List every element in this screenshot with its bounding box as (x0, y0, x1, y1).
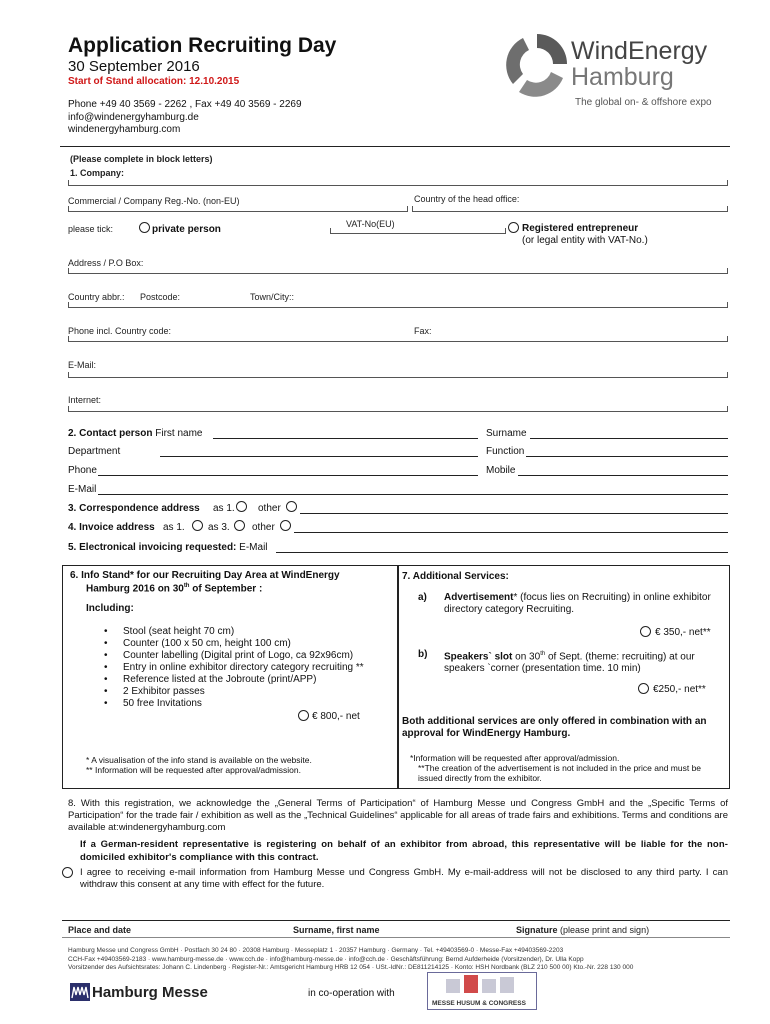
hamburg-messe-logo-icon (70, 983, 90, 1001)
head-office-label: Country of the head office: (414, 194, 520, 204)
country-postcode-town-field[interactable] (68, 302, 728, 308)
postcode-label: Postcode: (140, 292, 181, 302)
cooperation-label: in co-operation with (308, 988, 395, 999)
list-item: • Stool (seat height 70 cm) (104, 626, 364, 638)
logo-city: Hamburg (571, 63, 674, 91)
fax-label: Fax: (414, 326, 432, 336)
info-stand-heading (70, 570, 395, 594)
messe-husum-logo-icon (428, 973, 534, 997)
phone-fax-field[interactable] (68, 336, 728, 342)
internet-label: Internet: (68, 395, 102, 405)
services-heading: 7. Additional Services: (402, 571, 509, 582)
info-stand-note1: * A visualisation of the info stand is available on the website. (86, 755, 312, 765)
services-note1: *Information will be requested after approval/admission. (410, 753, 620, 763)
info-stand-note2: ** Information will be requested after approval/admission. (86, 765, 301, 775)
info-stand-heading-sup: th (183, 583, 190, 589)
e-invoicing-field[interactable] (276, 552, 728, 553)
contact-email-field[interactable] (98, 494, 728, 495)
vat-field[interactable] (330, 228, 506, 234)
footer-line2: CCH-Fax +49403569-2183 · www.hamburg-messe.de · www.cch.de · info@hamburg-messe.de · info@cch.de · Geschäftsführung: Bernd Aufderheide (Vorsitzender), Dr. Ulla Kopp (68, 955, 584, 963)
terms-paragraph (68, 798, 728, 834)
signature-note: (please print and sign) (557, 925, 650, 935)
logo-name: WindEnergy (571, 37, 708, 65)
contact-website[interactable]: windenergyhamburg.com (68, 124, 181, 135)
head-office-field[interactable] (412, 206, 728, 212)
list-item: • Counter labelling (Digital print of Logo, ca 92x96cm) (104, 650, 364, 662)
info-stand-heading-line1: 6. Info Stand* for our Recruiting Day Area at WindEnergy (70, 570, 340, 581)
email-field[interactable] (68, 372, 728, 378)
vat-label: VAT-No(EU) (346, 219, 395, 229)
windenergy-logo-icon (505, 30, 569, 102)
reg-no-field[interactable] (68, 206, 408, 212)
service-b-sup: th (540, 651, 546, 657)
email-label: E-Mail: (68, 360, 97, 370)
info-stand-items (104, 626, 364, 710)
mobile-label: Mobile (486, 465, 516, 476)
list-item: • 2 Exhibitor passes (104, 686, 364, 698)
phone-label: Phone incl. Country code: (68, 326, 172, 336)
address-label: Address / P.O Box: (68, 258, 144, 268)
registered-entrepreneur-note: (or legal entity with VAT-No.) (522, 235, 648, 246)
registered-entrepreneur-radio[interactable] (508, 222, 519, 233)
private-person-label: private person (152, 224, 221, 235)
service-a-marker: a) (418, 592, 427, 603)
reg-no-label: Commercial / Company Reg.-No. (non-EU) (68, 196, 240, 206)
service-b-title: Speakers` slot (444, 651, 513, 663)
function-field[interactable] (526, 456, 728, 457)
contact-heading: 2. Contact person (68, 428, 153, 439)
messe-husum-label: MESSE HUSUM & CONGRESS (432, 1000, 526, 1007)
info-stand-heading-part-b: of September : (189, 583, 263, 595)
company-heading: 1. Company: (70, 168, 125, 178)
service-a-title: Advertisement (444, 592, 514, 603)
consent-text: I agree to receiving e-mail information from Hamburg Messe und Congress GmbH. My e-mail-address will not be disclosed to any third party. I can withdraw this consent at any time with effect for the future. (80, 867, 728, 890)
surname-field[interactable] (530, 438, 728, 439)
block-letters-note: (Please complete in block letters) (70, 154, 213, 164)
including-label: Including: (86, 603, 134, 614)
address-field[interactable] (68, 268, 728, 274)
invoice-as1-radio[interactable] (192, 520, 203, 531)
services-note2: **The creation of the advertisement is not included in the price and must be issued directly from the exhibitor. (418, 763, 702, 783)
service-b-text (444, 648, 719, 675)
hamburg-messe-logo-text: Hamburg Messe (92, 984, 208, 1001)
service-a-radio[interactable] (640, 626, 651, 637)
town-label: Town/City:: (250, 292, 295, 302)
terms-number: 8. (68, 798, 76, 809)
signature-divider (62, 920, 730, 921)
contact-person-row (68, 428, 202, 439)
contact-email[interactable]: info@windenergyhamburg.de (68, 111, 199, 123)
invoice-label: 4. Invoice address (68, 522, 155, 533)
invoice-as3: as 3. (208, 522, 230, 533)
footer-legal (68, 947, 728, 973)
e-invoicing-label: 5. Electronical invoicing requested: (68, 542, 237, 553)
e-invoicing-email-label: E-Mail (239, 542, 268, 553)
invoice-other-radio[interactable] (280, 520, 291, 531)
registered-entrepreneur-label: Registered entrepreneur (522, 223, 639, 234)
list-item: • Counter (100 x 50 cm, height 100 cm) (104, 638, 364, 650)
contact-phone-field[interactable] (98, 475, 478, 476)
info-stand-heading-part-a: Hamburg 2016 on 30 (86, 583, 184, 595)
invoice-as3-radio[interactable] (234, 520, 245, 531)
invoice-field[interactable] (294, 532, 728, 533)
event-date: 30 September 2016 (68, 58, 200, 75)
correspondence-label: 3. Correspondence address (68, 503, 200, 514)
service-a-desc: * (focus lies on Recruiting) in online exhibitor directory category Recruiting. (444, 592, 711, 615)
private-person-radio[interactable] (139, 222, 150, 233)
phone-fax: Phone +49 40 3569 - 2262 , Fax +49 40 3569 - 2269 (68, 99, 302, 110)
invoice-as1: as 1. (163, 522, 185, 533)
service-b-price: €250,- net** (653, 684, 706, 695)
invoice-other: other (252, 522, 275, 533)
contact-block (68, 99, 302, 137)
divider (60, 146, 730, 147)
stand-allocation: Start of Stand allocation: 12.10.2015 (68, 76, 240, 87)
country-abbr-label: Country abbr.: (68, 292, 125, 302)
list-item: • Reference listed at the Jobroute (print/APP) (104, 674, 364, 686)
department-label: Department (68, 446, 121, 457)
department-field[interactable] (160, 456, 478, 457)
e-invoicing-row (68, 542, 268, 553)
services-notes (410, 753, 726, 783)
logo-tagline: The global on- & offshore expo (575, 97, 712, 108)
contact-email-label: E-Mail (68, 484, 97, 495)
service-a-text (444, 592, 714, 616)
place-date-label: Place and date (68, 925, 132, 935)
footer-line3: Vorsitzender des Aufsichtsrates: Johann C. Lindenberg · Register-Nr.: Amtsgericht Hamburg HRB 12 054 · USt.-IdNr.: DE811214125 · Konto: HSH Nordbank (BLZ 210 500 00) Kto.-Nr. 228 130 000 (68, 964, 634, 971)
info-stand-radio[interactable] (298, 710, 309, 721)
services-combo-note: Both additional services are only offered in combination with an approval for WindEnergy Hamburg. (402, 716, 707, 739)
signature-label: Signature (516, 925, 558, 935)
company-name-field[interactable] (68, 180, 728, 186)
correspondence-other: other (258, 503, 281, 514)
service-b-marker: b) (418, 649, 428, 660)
correspondence-as1-radio[interactable] (236, 501, 247, 512)
internet-field[interactable] (68, 406, 728, 412)
correspondence-field[interactable] (300, 513, 728, 514)
messe-husum-logo (427, 972, 537, 1010)
terms-text: With this registration, we acknowledge the „General Terms of Participation“ of Hamburg Messe und Congress GmbH and the „Specific Terms of Participation“ for the trade fair / exhibition as well as the „Technical Guidelines“ applicable for all areas of trade fairs and exhibitions. Terms and conditions are available at:windenergyhamburg.com (68, 798, 728, 833)
please-tick-label: please tick: (68, 224, 114, 234)
signatory-name-label: Surname, first name (293, 925, 380, 935)
list-item: • Entry in online exhibitor directory category recruiting ** (104, 662, 364, 674)
info-stand-heading-line2 (70, 581, 395, 594)
service-b-desc-b: of Sept. (theme: recruiting) at our speakers `corner (presentation time. 10 min) (444, 651, 695, 675)
contact-phone-label: Phone (68, 465, 97, 476)
footer-line1: Hamburg Messe und Congress GmbH · Postfach 30 24 80 · 20308 Hamburg · Messeplatz 1 · 20357 Hamburg · Germany · Tel. +49403569-0 · Messe-Fax +49403569-2203 (68, 947, 564, 954)
info-stand-price: € 800,- net (312, 711, 360, 722)
function-label: Function (486, 446, 525, 457)
german-rep-notice: If a German-resident representative is registering on behalf of an exhibitor from abroad, this representative will be liable for the non-domiciled exhibitor's compliance with this contract. (80, 839, 728, 863)
service-b-desc-a: on 30 (512, 651, 541, 663)
document-title: Application Recruiting Day (68, 34, 337, 57)
service-b-radio[interactable] (638, 683, 649, 694)
surname-label: Surname (486, 428, 527, 439)
first-name-label: First name (155, 428, 203, 439)
signature-label-row (516, 925, 649, 935)
first-name-field[interactable] (213, 438, 478, 439)
signature-underline (62, 937, 730, 938)
list-item: • 50 free Invitations (104, 698, 364, 710)
service-a-price: € 350,- net** (655, 627, 711, 638)
correspondence-other-radio[interactable] (286, 501, 297, 512)
info-stand-notes (86, 755, 386, 775)
mobile-field[interactable] (518, 475, 728, 476)
consent-radio[interactable] (62, 867, 73, 878)
correspondence-as1: as 1. (213, 503, 235, 514)
